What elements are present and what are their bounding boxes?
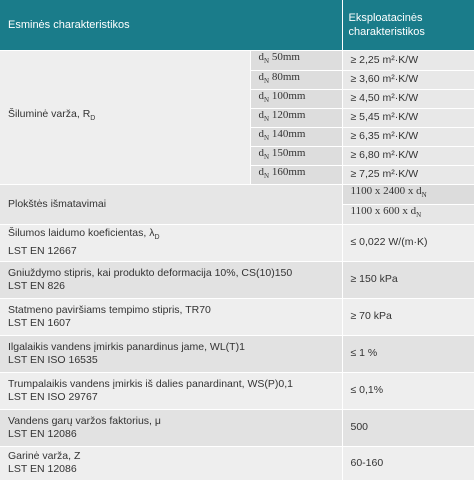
- property-label: Trumpalaikis vandens įmirkis iš dalies panardinant, WS(P)0,1 LST EN ISO 29767: [0, 372, 342, 409]
- dimensions-row: [0, 184, 474, 204]
- dimensions-value-1: 1100 x 2400 x $d_N$: [342, 184, 474, 204]
- table-header-row: [0, 0, 474, 50]
- thickness-cell: $d_N$ 120mm: [250, 108, 342, 127]
- header-performance: Eksploatacinės charakteristikos: [342, 0, 474, 50]
- property-value: ≥ 150 kPa: [342, 261, 474, 298]
- dimensions-label: Plokštės išmatavimai: [0, 184, 342, 224]
- thickness-cell: $d_N$ 160mm: [250, 165, 342, 184]
- thermal-value: ≥ 3,60 m²·K/W: [342, 70, 474, 89]
- property-value: 500: [342, 409, 474, 446]
- thermal-value: ≥ 6,35 m²·K/W: [342, 127, 474, 146]
- thermal-resistance-label: Šiluminė varža, $R_D$: [0, 50, 250, 184]
- property-value: ≤ 0,1%: [342, 372, 474, 409]
- property-label: Ilgalaikis vandens įmirkis panardinus jame, WL(T)1 LST EN ISO 16535: [0, 335, 342, 372]
- thickness-cell: $d_N$ 100mm: [250, 89, 342, 108]
- property-row: [0, 372, 474, 409]
- dimensions-value-2: 1100 x 600 x $d_N$: [342, 204, 474, 224]
- property-row: [0, 409, 474, 446]
- property-row: [0, 446, 474, 480]
- thermal-value: ≥ 6,80 m²·K/W: [342, 146, 474, 165]
- thermal-value: ≥ 4,50 m²·K/W: [342, 89, 474, 108]
- property-value: 60-160: [342, 446, 474, 480]
- property-row: [0, 224, 474, 261]
- property-label: Garinė varža, Z LST EN 12086: [0, 446, 342, 480]
- property-row: [0, 335, 474, 372]
- thickness-cell: $d_N$ 80mm: [250, 70, 342, 89]
- thermal-row: [0, 50, 474, 70]
- property-label: Šilumos laidumo koeficientas, $\lambda_D$ LST EN 12667: [0, 224, 342, 261]
- thickness-cell: $d_N$ 140mm: [250, 127, 342, 146]
- thickness-cell: $d_N$ 150mm: [250, 146, 342, 165]
- property-label: Gniuždymo stipris, kai produkto deformacija 10%, CS(10)150 LST EN 826: [0, 261, 342, 298]
- thermal-value: ≥ 2,25 m²·K/W: [342, 50, 474, 70]
- property-label: Vandens garų varžos faktorius, μ LST EN 12086: [0, 409, 342, 446]
- property-row: [0, 298, 474, 335]
- header-main-characteristics: Esminės charakteristikos: [0, 0, 342, 50]
- property-value: ≤ 0,022 W/(m·K): [342, 224, 474, 261]
- thermal-value: ≥ 5,45 m²·K/W: [342, 108, 474, 127]
- property-row: [0, 261, 474, 298]
- thermal-value: ≥ 7,25 m²·K/W: [342, 165, 474, 184]
- property-value: ≤ 1 %: [342, 335, 474, 372]
- property-value: ≥ 70 kPa: [342, 298, 474, 335]
- property-label: Statmeno paviršiams tempimo stipris, TR70 LST EN 1607: [0, 298, 342, 335]
- thickness-cell: $d_N$ 50mm: [250, 50, 342, 70]
